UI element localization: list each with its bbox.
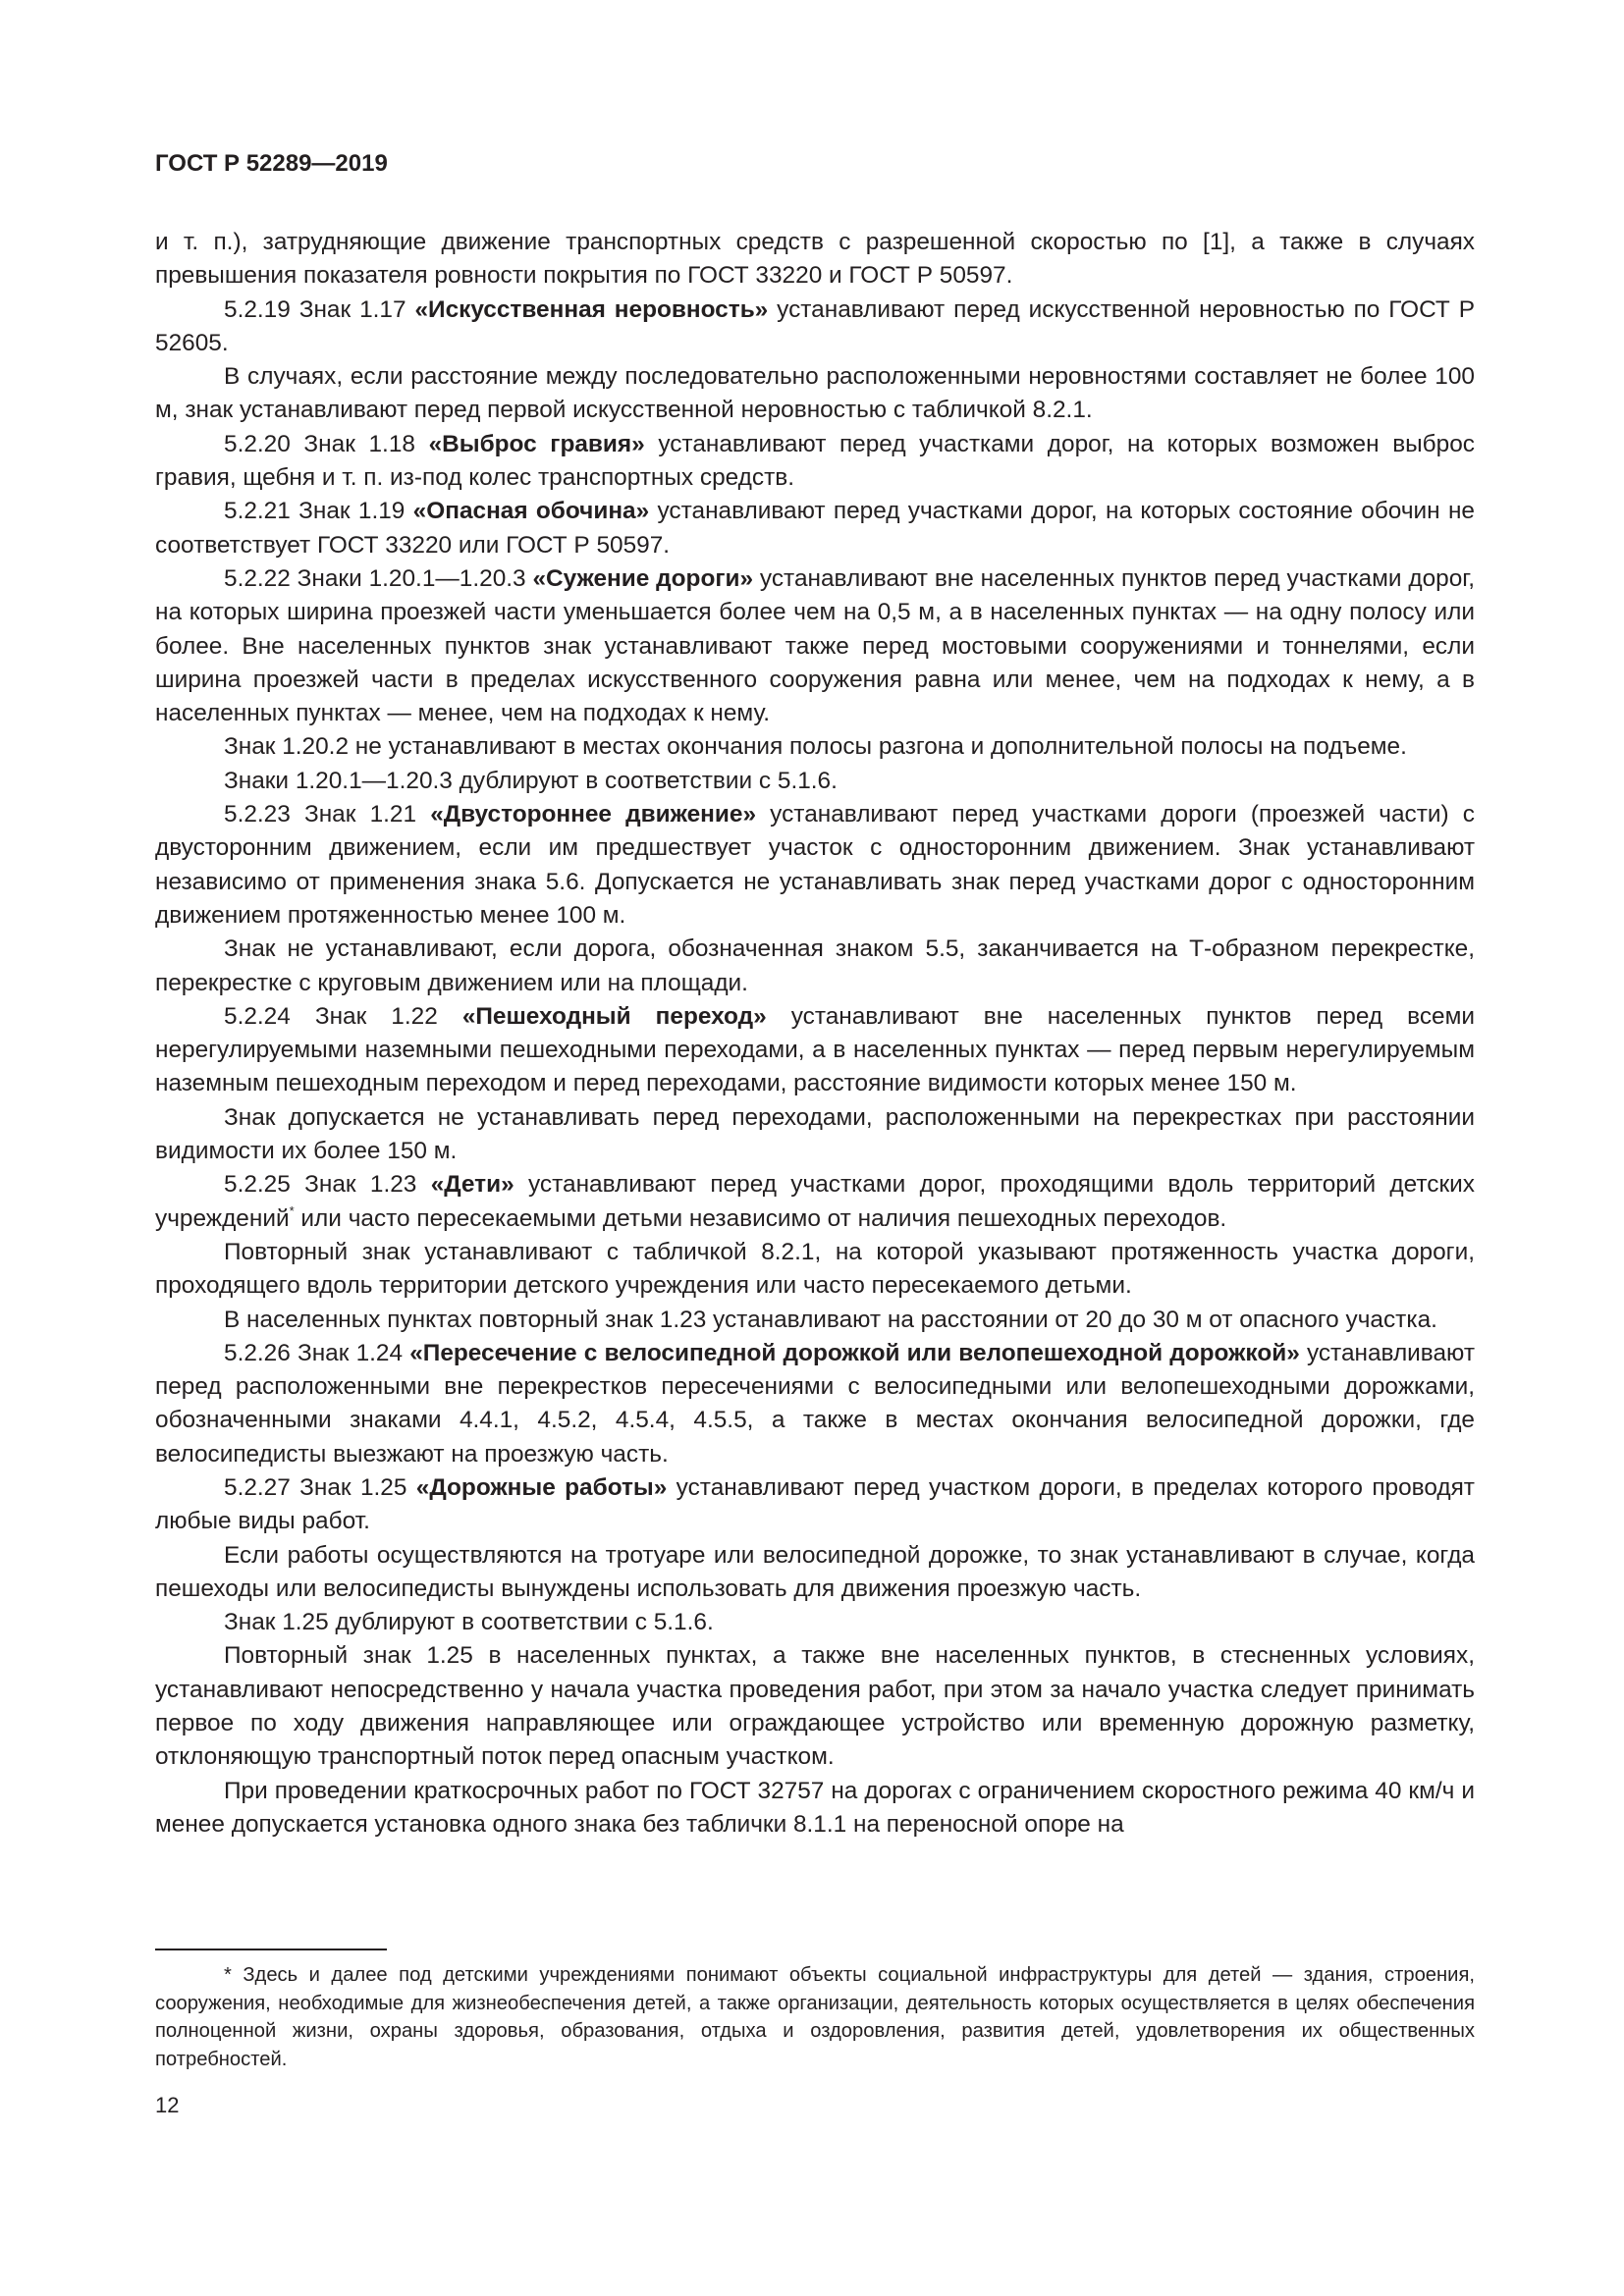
paragraph: Знак 1.25 дублируют в соответствии с 5.1.6. [224,1609,714,1636]
paragraph: Знак не устанавливают, если дорога, обозначенная знаком 5.5, заканчивается на Т-образном перекрестке, перекрестке с круговым движением или на площади. [155,935,1475,996]
paragraph-5-2-24: 5.2.24 Знак 1.22 «Пешеходный переход» устанавливают вне населенных пунктов перед всеми нерегулируемыми наземными пешеходными переходами, а в населенных пунктах — перед первым нерегулируемым наземным пешеходным переходом и перед переходами, расстояние видимости которых менее 150 м. [155,1002,1475,1097]
footnote: * Здесь и далее под детскими учреждениями понимают объекты социальной инфраструктуры для детей — здания, строения, сооружения, необходимые для жизнеобеспечения детей, а также организации, деятельность которых осуществляется в целях обеспечения полноценной жизни, охраны здоровья, образования, отдыха и оздоровления, развития детей, удовлетворения их общественных потребностей. [155,1964,1475,2070]
sign-name: «Опасная обочина» [412,498,650,525]
sign-name: «Сужение дороги» [532,564,754,592]
paragraph-5-2-25: 5.2.25 Знак 1.23 «Дети» устанавливают перед участками дорог, проходящими вдоль территорий детских учреждений* или часто пересекаемыми детьми независимо от наличия пешеходных переходов. [155,1171,1475,1232]
paragraph: Знаки 1.20.1—1.20.3 дублируют в соответствии с 5.1.6. [224,767,838,794]
sign-name: «Двустороннее движение» [430,801,757,828]
paragraph-5-2-26: 5.2.26 Знак 1.24 «Пересечение с велосипедной дорожкой или велопешеходной дорожкой» устанавливают перед расположенными вне перекрестков пересечениями с велосипедными или велопешеходными дорожками, обозначенными знаками 4.4.1, 4.5.2, 4.5.4, 4.5.5, а также в местах окончания велосипедной дорожки, где велосипедисты выезжают на проезжую часть. [155,1339,1475,1468]
paragraph: Если работы осуществляются на тротуаре или велосипедной дорожке, то знак устанавливают в случае, когда пешеходы или велосипедисты вынуждены использовать для движения проезжую часть. [155,1541,1475,1602]
sign-name: «Дети» [430,1171,514,1199]
paragraph: Знак 1.20.2 не устанавливают в местах окончания полосы разгона и дополнительной полосы на подъеме. [224,733,1407,761]
paragraph-5-2-23: 5.2.23 Знак 1.21 «Двустороннее движение» устанавливают перед участками дороги (проезжей части) с двусторонним движением, если им предшествует участок с односторонним движением. Знак устанавливают независимо от применения знака 5.6. Допускается не устанавливать знак перед участками дорог с односторонним движением протяженностью менее 100 м. [155,801,1476,929]
paragraph-5-2-21: 5.2.21 Знак 1.19 «Опасная обочина» устанавливают перед участками дорог, на которых состояние обочин не соответствует ГОСТ 33220 или ГОСТ Р 50597. [155,498,1475,559]
paragraph-5-2-27: 5.2.27 Знак 1.25 «Дорожные работы» устанавливают перед участком дороги, в пределах которого проводят любые виды работ. [155,1473,1475,1535]
footnote-marker: * [289,1202,295,1218]
sign-name: «Дорожные работы» [415,1473,668,1501]
sign-name: «Выброс гравия» [428,430,645,457]
paragraph-5-2-22: 5.2.22 Знаки 1.20.1—1.20.3 «Сужение дороги» устанавливают вне населенных пунктов перед участками дорог, на которых ширина проезжей части уменьшается более чем на 0,5 м, а в населенных пунктах — на одну полосу или более. Вне населенных пунктов знак устанавливают также перед мостовыми сооружениями и тоннелями, если ширина проезжей части в пределах искусственного сооружения равна или менее, чем на подходах к нему, а в населенных пунктах — менее, чем на подходах к нему. [155,564,1475,727]
paragraph: При проведении краткосрочных работ по ГОСТ 32757 на дорогах с ограничением скоростного режима 40 км/ч и менее допускается установка одного знака без таблички 8.1.1 на переносной опоре на [155,1777,1475,1838]
sign-name: «Пешеходный переход» [461,1002,767,1030]
paragraph: Повторный знак устанавливают с табличкой 8.2.1, на которой указывают протяженность участка дороги, проходящего вдоль территории детского учреждения или часто пересекаемого детьми. [155,1238,1475,1300]
paragraph: В населенных пунктах повторный знак 1.23 устанавливают на расстоянии от 20 до 30 м от опасного участка. [224,1306,1437,1333]
paragraph-continuation: и т. п.), затрудняющие движение транспортных средств с разрешенной скоростью по [1], а также в случаях превышения показателя ровности покрытия по ГОСТ 33220 и ГОСТ Р 50597. [155,229,1475,290]
paragraph-5-2-20: 5.2.20 Знак 1.18 «Выброс гравия» устанавливают перед участками дорог, на которых возможен выброс гравия, щебня и т. п. из-под колес транспортных средств. [155,430,1475,492]
body-text [155,226,1475,1842]
paragraph-5-2-19: 5.2.19 Знак 1.17 «Искусственная неровность» устанавливают перед искусственной неровностью по ГОСТ Р 52605. [155,295,1475,356]
paragraph: В случаях, если расстояние между последовательно расположенными неровностями составляет не более 100 м, знак устанавливают перед первой искусственной неровностью с табличкой 8.2.1. [155,363,1475,424]
sign-name: «Искусственная неровность» [414,295,769,323]
page-number: 12 [155,2093,180,2117]
document-header: ГОСТ Р 52289—2019 [155,150,388,177]
sign-name: «Пересечение с велосипедной дорожкой или велопешеходной дорожкой» [409,1339,1300,1366]
paragraph: Повторный знак 1.25 в населенных пунктах, а также вне населенных пунктов, в стесненных условиях, устанавливают непосредственно у начала участка проведения работ, при этом за начало участка следует принимать первое по ходу движения направляющее или ограждающее устройство или временную дорожную разметку, отклоняющую транспортный поток перед опасным участком. [155,1642,1475,1771]
footnote-divider [155,1949,387,1950]
paragraph: Знак допускается не устанавливать перед переходами, расположенными на перекрестках при расстоянии видимости их более 150 м. [155,1103,1475,1165]
